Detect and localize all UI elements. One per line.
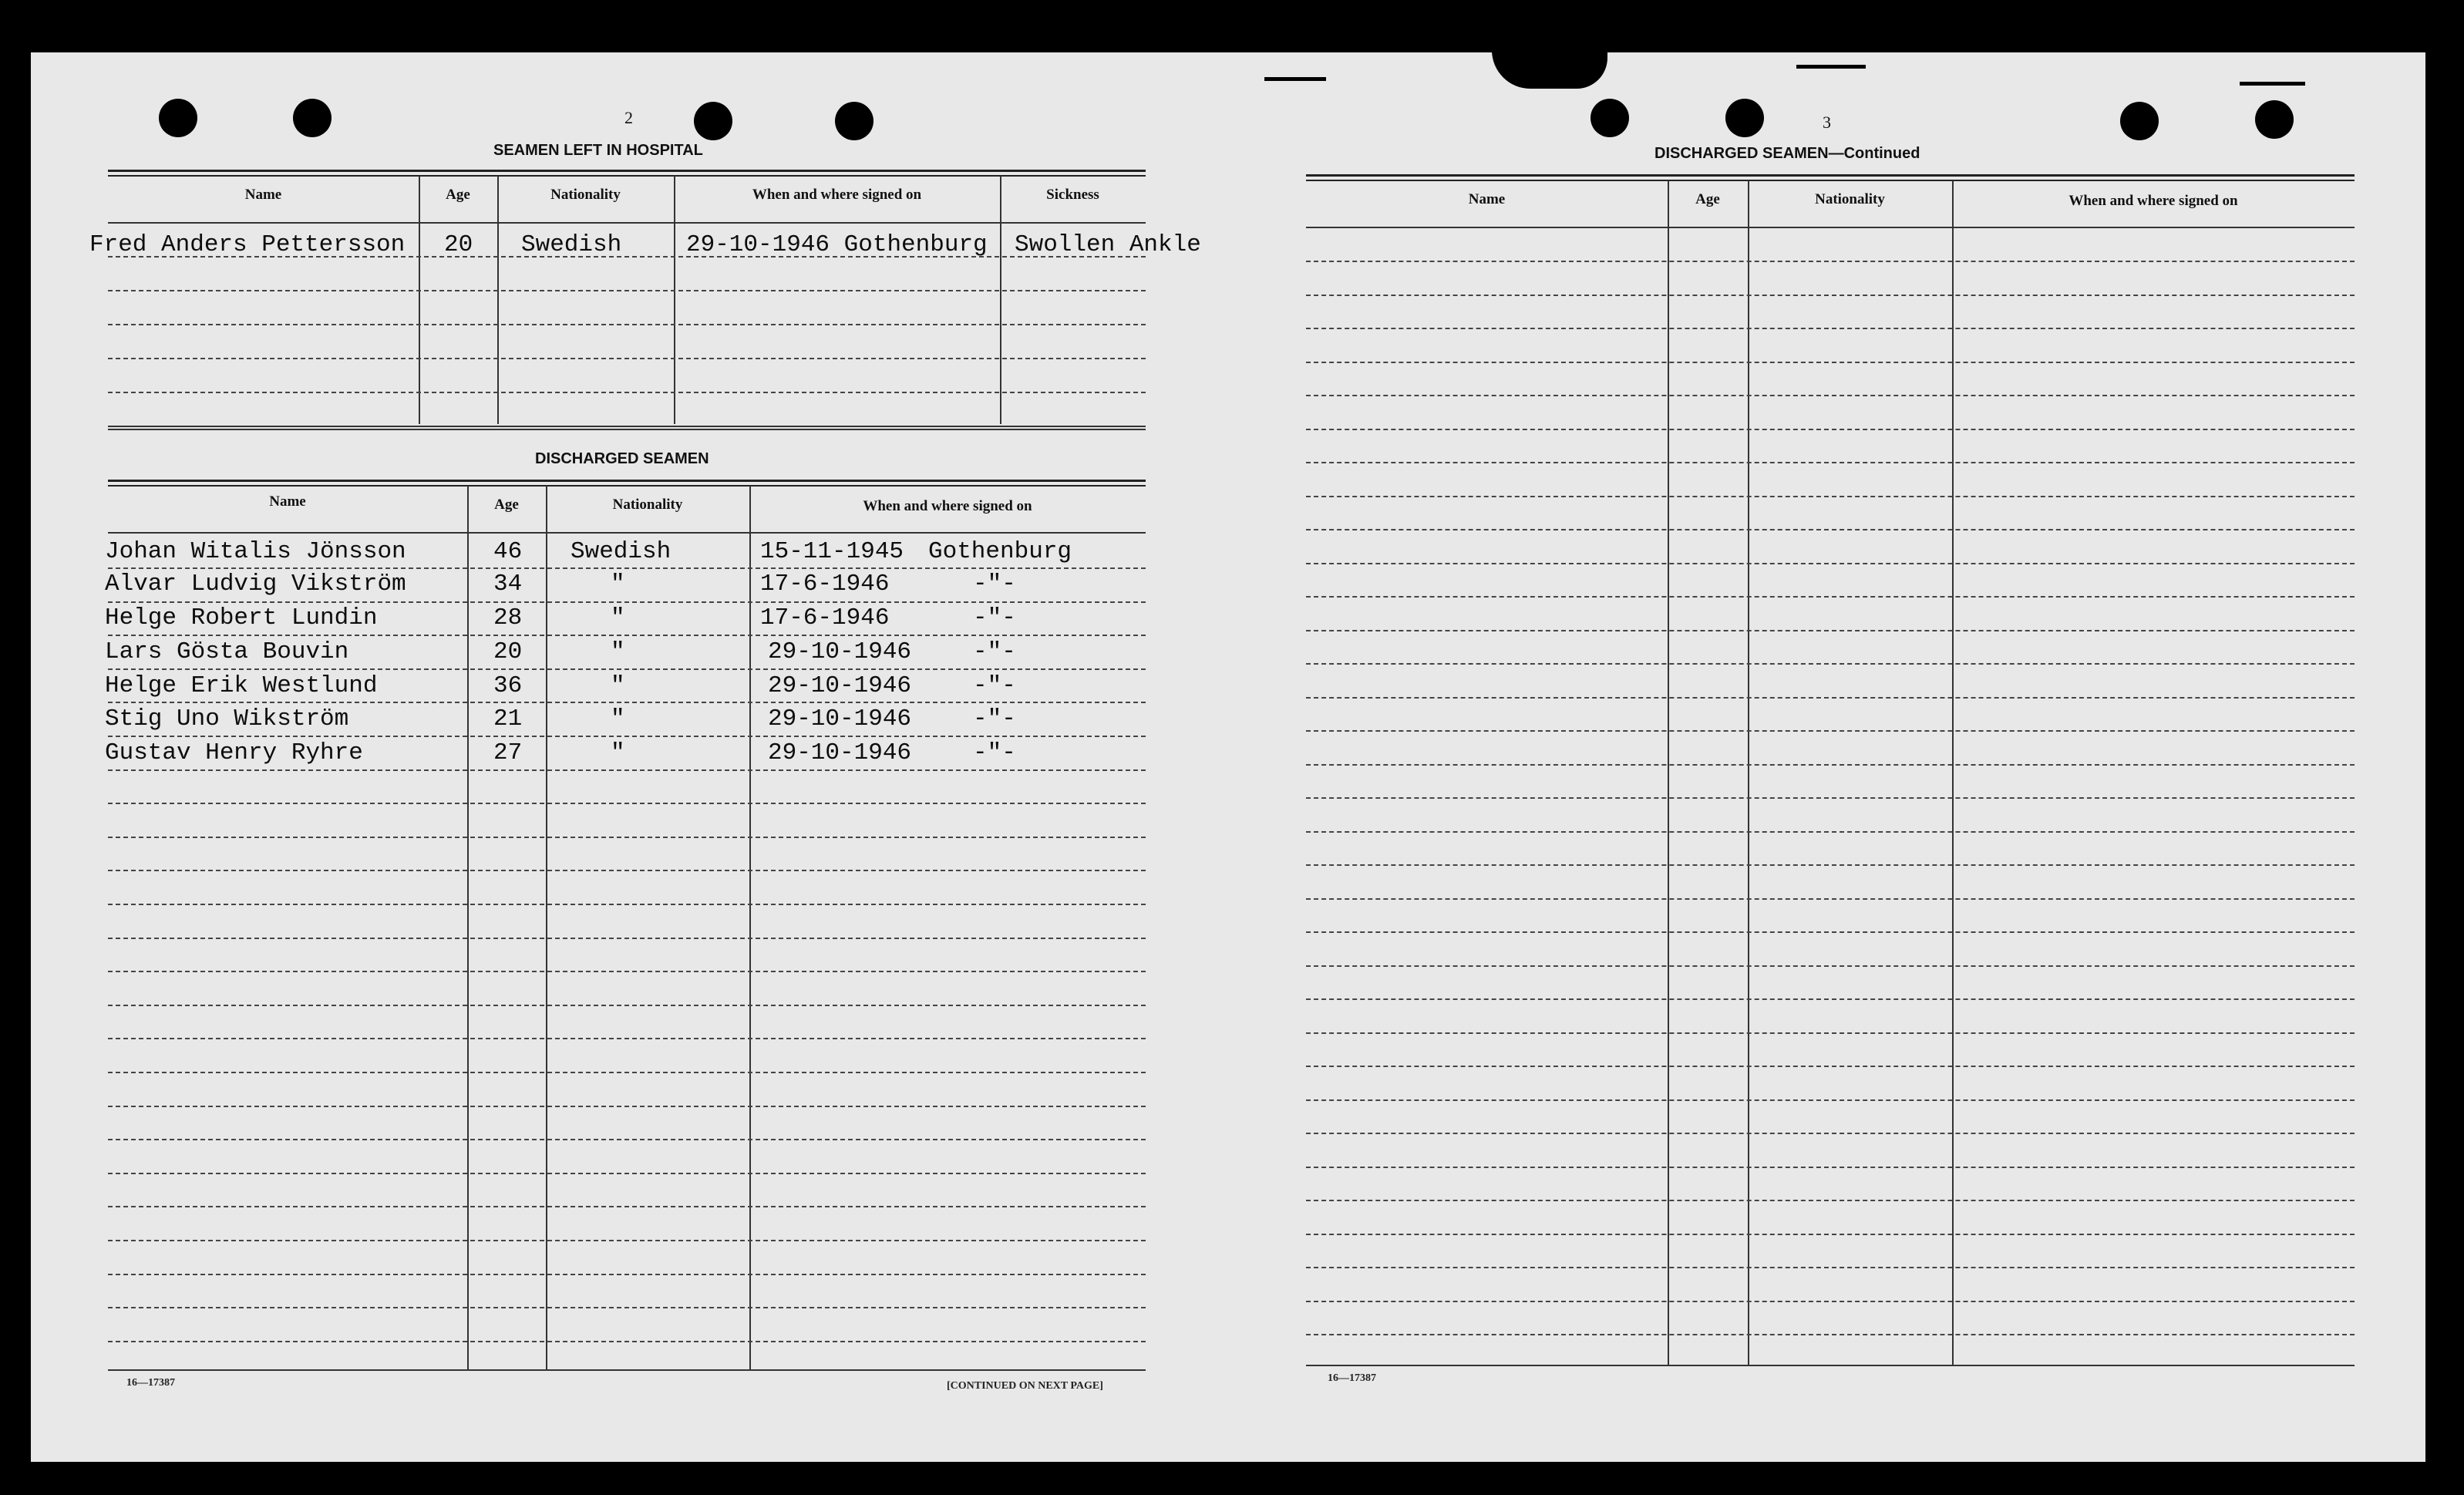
seaman-signed-on-place: Gothenburg <box>928 538 1072 565</box>
seaman-signed-on: 29-10-1946 Gothenburg <box>686 231 988 258</box>
ruled-line <box>1306 395 2355 396</box>
ruled-line <box>108 769 1146 771</box>
seaman-signed-on-date: 15-11-1945 <box>760 538 904 565</box>
seaman-signed-on-date: 17-6-1946 <box>760 571 890 598</box>
punch-hole <box>2255 100 2294 139</box>
ruled-line <box>1306 663 2355 665</box>
seaman-nationality: " <box>611 672 625 699</box>
ruled-line <box>1306 1334 2355 1335</box>
seaman-signed-on-place: -"- <box>973 604 1016 631</box>
ruled-line <box>1306 630 2355 631</box>
ruled-line <box>1306 1032 2355 1034</box>
ruled-line <box>108 1173 1146 1174</box>
seaman-nationality: Swedish <box>571 538 672 565</box>
page-number: 3 <box>1823 113 1831 132</box>
seaman-age: 34 <box>493 571 523 598</box>
table-bottom-rule <box>108 1369 1146 1371</box>
ruled-line <box>1306 295 2355 296</box>
ruled-line <box>108 1072 1146 1073</box>
seaman-nationality: Swedish <box>521 231 622 258</box>
col-header-age: Age <box>446 187 470 203</box>
col-header-name: Name <box>269 493 306 510</box>
ruled-line <box>1306 797 2355 799</box>
seaman-signed-on-place: -"- <box>973 571 1016 598</box>
seaman-name: Lars Gösta Bouvin <box>105 638 349 665</box>
col-header-sickness: Sickness <box>1046 187 1099 203</box>
seaman-name: Stig Uno Wikström <box>105 705 349 732</box>
punch-hole <box>835 102 874 140</box>
continued-note: [CONTINUED ON NEXT PAGE] <box>947 1380 1103 1392</box>
seaman-age: 21 <box>493 705 523 732</box>
col-header-nationality: Nationality <box>612 497 683 513</box>
seaman-signed-on-place: -"- <box>973 638 1016 665</box>
ruled-line <box>108 1341 1146 1342</box>
ruled-line <box>108 1307 1146 1308</box>
ruled-line <box>108 1005 1146 1006</box>
seaman-signed-on-date: 29-10-1946 <box>768 638 912 665</box>
seaman-sickness: Swollen Ankle <box>1015 231 1201 258</box>
seaman-name: Fred Anders Pettersson <box>89 231 406 258</box>
ruled-line <box>1306 563 2355 564</box>
paper-tear <box>1492 46 1607 89</box>
seaman-nationality: " <box>611 571 625 598</box>
ruled-line <box>1306 965 2355 967</box>
punch-hole <box>2120 102 2159 140</box>
table-bottom-rule <box>1306 1365 2355 1366</box>
paper-tear <box>1796 65 1866 69</box>
ruled-line <box>1306 1066 2355 1067</box>
ruled-line <box>108 1106 1146 1107</box>
ruled-line <box>1306 362 2355 363</box>
ruled-line <box>1306 764 2355 766</box>
ruled-line <box>1306 1133 2355 1134</box>
ruled-line <box>108 1139 1146 1140</box>
ruled-line <box>1306 1234 2355 1235</box>
seaman-signed-on-place: -"- <box>973 672 1016 699</box>
punch-hole <box>1725 99 1764 137</box>
ruled-line <box>108 1038 1146 1039</box>
seaman-name: Alvar Ludvig Vikström <box>105 571 406 598</box>
ruled-line <box>1306 496 2355 497</box>
ruled-line <box>108 567 1146 569</box>
discharged-section-title: DISCHARGED SEAMEN <box>535 450 709 467</box>
seaman-age: 28 <box>493 604 523 631</box>
ruled-line <box>108 736 1146 737</box>
form-number: 16—17387 <box>1328 1372 1376 1384</box>
ruled-line <box>1306 261 2355 262</box>
ruled-line <box>1306 1200 2355 1201</box>
col-header-name: Name <box>1468 191 1506 207</box>
ruled-line <box>1306 1099 2355 1101</box>
seaman-nationality: " <box>611 638 625 665</box>
ruled-line <box>1306 1267 2355 1268</box>
ruled-line <box>108 803 1146 804</box>
paper-tear <box>2240 82 2305 86</box>
ruled-line <box>1306 529 2355 530</box>
seaman-signed-on-date: 29-10-1946 <box>768 705 912 732</box>
col-header-nationality: Nationality <box>550 187 621 203</box>
seaman-nationality: " <box>611 705 625 732</box>
hospital-section-title: SEAMEN LEFT IN HOSPITAL <box>493 142 703 159</box>
document-sheet <box>31 52 2425 1462</box>
ruled-line <box>1306 1301 2355 1302</box>
seaman-age: 20 <box>444 231 473 258</box>
col-header-signed-on: When and where signed on <box>863 498 1032 514</box>
col-header-nationality: Nationality <box>1815 191 1885 207</box>
seaman-signed-on-date: 29-10-1946 <box>768 739 912 766</box>
ruled-line <box>108 702 1146 703</box>
seaman-name: Gustav Henry Ryhre <box>105 739 363 766</box>
col-header-age: Age <box>1695 191 1720 207</box>
ruled-line <box>1306 998 2355 1000</box>
seaman-signed-on-date: 29-10-1946 <box>768 672 912 699</box>
ruled-line <box>108 938 1146 939</box>
ruled-line <box>108 837 1146 838</box>
ruled-line <box>108 1206 1146 1207</box>
ruled-line <box>108 668 1146 670</box>
seaman-age: 46 <box>493 538 523 565</box>
ruled-line <box>108 971 1146 972</box>
ruled-line <box>1306 328 2355 329</box>
col-header-signed-on: When and where signed on <box>2068 193 2238 209</box>
ruled-line <box>1306 429 2355 430</box>
punch-hole <box>293 99 332 137</box>
ruled-line <box>108 635 1146 636</box>
ruled-line <box>108 870 1146 871</box>
ruled-line <box>108 904 1146 905</box>
seaman-name: Johan Witalis Jönsson <box>105 538 406 565</box>
punch-hole <box>159 99 197 137</box>
seaman-name: Helge Erik Westlund <box>105 672 378 699</box>
form-number: 16—17387 <box>126 1377 175 1389</box>
seaman-signed-on-place: -"- <box>973 705 1016 732</box>
ruled-line <box>1306 462 2355 463</box>
punch-hole <box>1590 99 1629 137</box>
paper-tear <box>1264 77 1326 81</box>
ruled-line <box>1306 864 2355 866</box>
ruled-line <box>1306 730 2355 732</box>
ruled-line <box>1306 931 2355 933</box>
punch-hole <box>694 102 732 140</box>
seaman-age: 20 <box>493 638 523 665</box>
ruled-line <box>108 1240 1146 1241</box>
seaman-age: 36 <box>493 672 523 699</box>
ruled-line <box>108 1274 1146 1275</box>
ruled-line <box>1306 831 2355 833</box>
ruled-line <box>1306 898 2355 900</box>
col-header-signed-on: When and where signed on <box>752 187 922 203</box>
col-header-name: Name <box>244 187 282 203</box>
ruled-line <box>108 601 1146 603</box>
seaman-signed-on-place: -"- <box>973 739 1016 766</box>
seaman-name: Helge Robert Lundin <box>105 604 378 631</box>
ruled-line <box>1306 1167 2355 1168</box>
seaman-age: 27 <box>493 739 523 766</box>
seaman-nationality: " <box>611 604 625 631</box>
page-number: 2 <box>624 108 633 127</box>
seaman-nationality: " <box>611 739 625 766</box>
seaman-signed-on-date: 17-6-1946 <box>760 604 890 631</box>
ruled-line <box>1306 596 2355 598</box>
col-header-age: Age <box>494 497 519 513</box>
discharged-continued-title: DISCHARGED SEAMEN—Continued <box>1654 145 1920 162</box>
ruled-line <box>1306 697 2355 699</box>
